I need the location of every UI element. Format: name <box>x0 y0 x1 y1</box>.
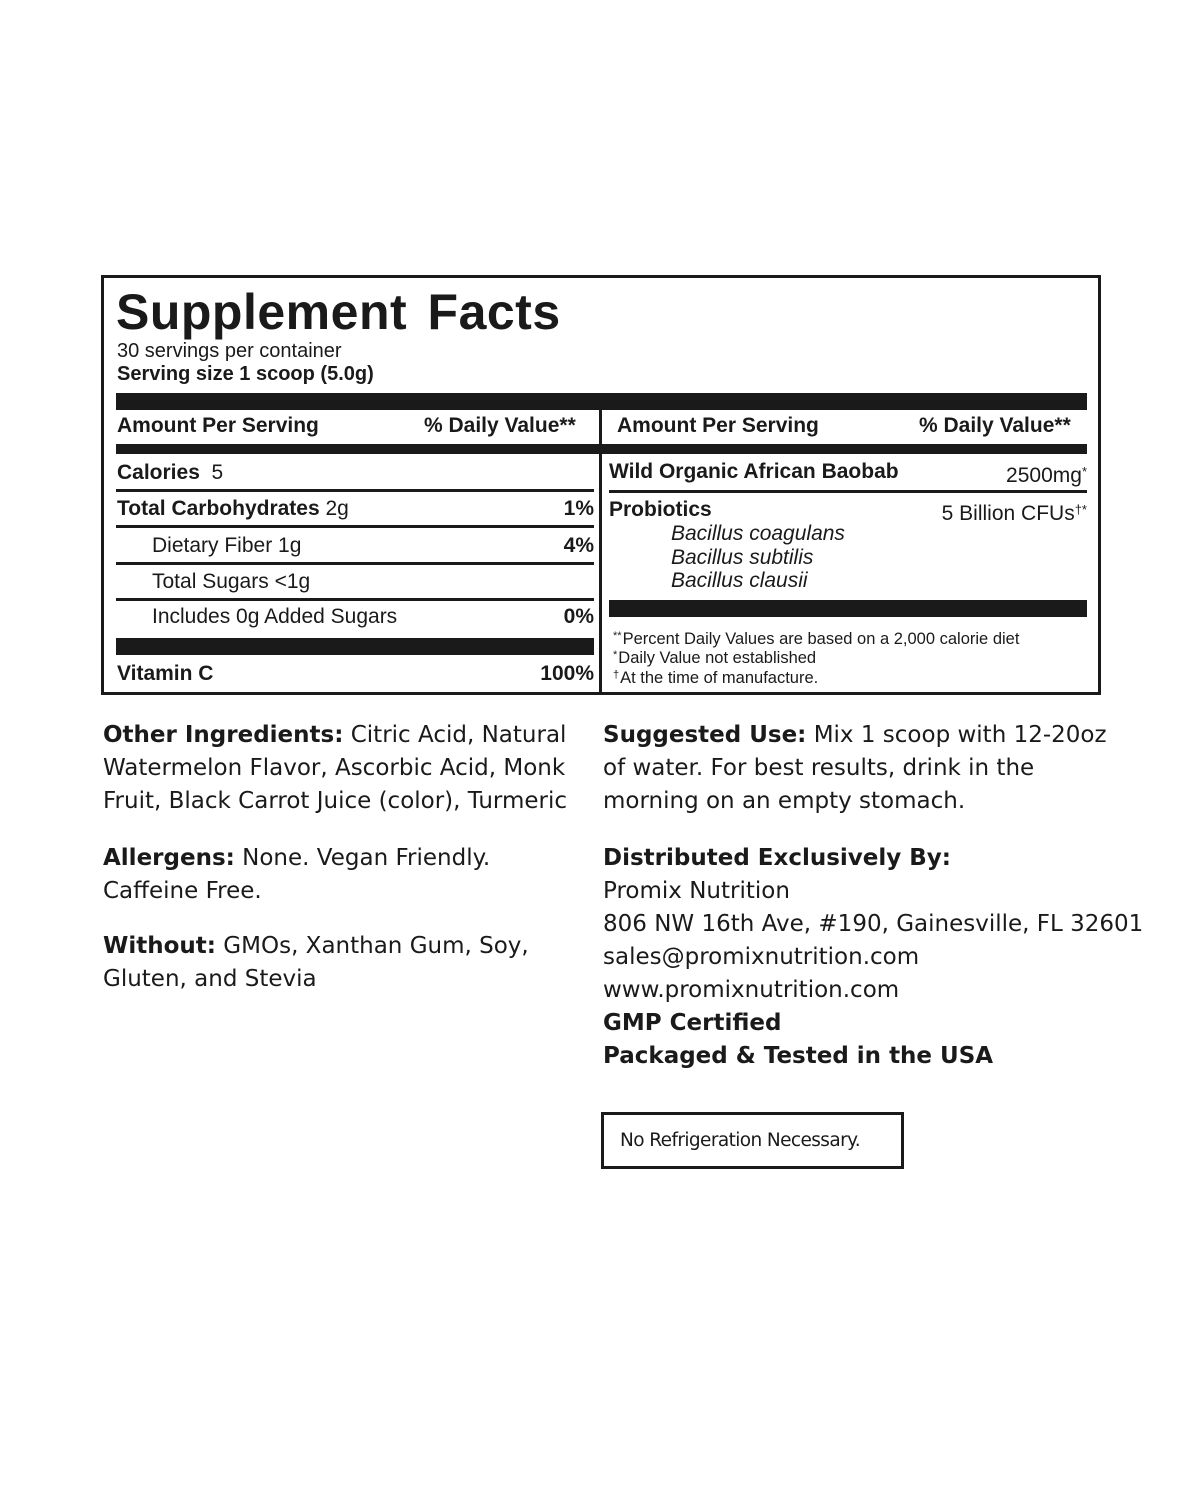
carbs-amount: 2g <box>325 497 349 520</box>
footnote-text: Daily Value not established <box>618 649 817 667</box>
allergens-text: Caffeine Free. <box>103 878 262 904</box>
other-ingredients-text: Watermelon Flavor, Ascorbic Acid, Monk <box>103 755 566 781</box>
sugars-label: Total Sugars <1g <box>152 570 311 593</box>
gmp-certified: GMP Certified <box>603 1010 782 1036</box>
footnote-text: Percent Daily Values are based on a 2,000 calorie diet <box>622 630 1020 648</box>
added-sugars-dv: 0% <box>563 605 594 628</box>
servings-per-container: 30 servings per container <box>117 340 342 362</box>
strain-item: Bacillus subtilis <box>671 545 814 569</box>
baobab-label: Wild Organic African Baobab <box>609 460 899 483</box>
thick-bar-right <box>609 600 1087 617</box>
fiber-dv: 4% <box>563 534 594 557</box>
strain-item: Bacillus clausii <box>671 569 808 592</box>
added-sugars-label: Includes 0g Added Sugars <box>152 605 398 628</box>
rule <box>116 562 594 565</box>
rule <box>116 489 594 492</box>
storage-note-box: No Refrigeration Necessary. <box>601 1112 904 1169</box>
footnote-not-established <box>613 646 816 668</box>
probiotics-label: Probiotics <box>609 498 712 521</box>
company-website: www.promixnutrition.com <box>603 977 900 1003</box>
footnote-mark: * <box>613 649 618 661</box>
footnote-mark: † <box>613 669 620 681</box>
probiotics-amount: 5 Billion CFUs <box>941 502 1075 525</box>
other-ingredients-label: Other Ingredients: <box>103 722 344 748</box>
strain-item: Bacillus coagulans <box>671 522 845 545</box>
suggested-use <box>603 719 1107 818</box>
allergens-text: None. Vegan Friendly. <box>234 845 491 871</box>
serving-size: Serving size 1 scoop (5.0g) <box>117 363 374 385</box>
allergens-label: Allergens: <box>103 845 235 871</box>
footnote-manufacture <box>613 666 818 688</box>
column-divider <box>599 400 602 692</box>
company-address: 806 NW 16th Ave, #190, Gainesville, FL 32601 <box>603 911 1144 937</box>
carbs-dv: 1% <box>563 497 594 520</box>
fiber-label: Dietary Fiber 1g <box>152 534 302 557</box>
other-ingredients-text: Citric Acid, Natural <box>343 722 567 748</box>
rule <box>609 490 1087 493</box>
baobab-amount: 2500mg <box>1006 464 1082 487</box>
supplement-facts-panel <box>101 275 1101 695</box>
rule <box>116 598 594 601</box>
packaged-tested: Packaged & Tested in the USA <box>603 1043 994 1069</box>
vitamin-c-label: Vitamin C <box>117 662 214 685</box>
without-text: GMOs, Xanthan Gum, Soy, <box>216 933 529 959</box>
without-label: Without: <box>103 933 216 959</box>
suggested-use-text: morning on an empty stomach. <box>603 788 966 814</box>
footnote-mark: ** <box>613 630 622 642</box>
thick-bar-left <box>116 638 594 655</box>
right-header-dv: % Daily Value** <box>919 414 1071 437</box>
panel-title: Supplement Facts <box>116 284 561 340</box>
calories-label: Calories <box>117 461 200 484</box>
baobab-mark: * <box>1081 464 1087 479</box>
right-header-amount: Amount Per Serving <box>617 414 819 437</box>
company-name: Promix Nutrition <box>603 878 790 904</box>
without-list <box>103 930 529 996</box>
left-header-amount: Amount Per Serving <box>117 414 319 437</box>
suggested-use-text: of water. For best results, drink in the <box>603 755 1035 781</box>
vitamin-c-dv: 100% <box>540 662 594 685</box>
probiotic-strains <box>671 522 845 593</box>
other-ingredients <box>103 719 567 818</box>
company-email: sales@promixnutrition.com <box>603 944 920 970</box>
suggested-use-text: Mix 1 scoop with 12-20oz <box>806 722 1107 748</box>
distributor-label: Distributed Exclusively By: <box>603 845 951 871</box>
rule <box>116 525 594 528</box>
without-text: Gluten, and Stevia <box>103 966 317 992</box>
suggested-use-label: Suggested Use: <box>603 722 807 748</box>
footnote-text: At the time of manufacture. <box>620 669 819 687</box>
left-header-dv: % Daily Value** <box>424 414 576 437</box>
carbs-label: Total Carbohydrates <box>117 497 320 520</box>
probiotics-mark: †* <box>1074 502 1087 517</box>
calories-value: 5 <box>211 461 224 484</box>
other-ingredients-text: Fruit, Black Carrot Juice (color), Turmeric <box>103 788 568 814</box>
allergens <box>103 842 490 908</box>
distributor-block <box>603 842 1143 1073</box>
